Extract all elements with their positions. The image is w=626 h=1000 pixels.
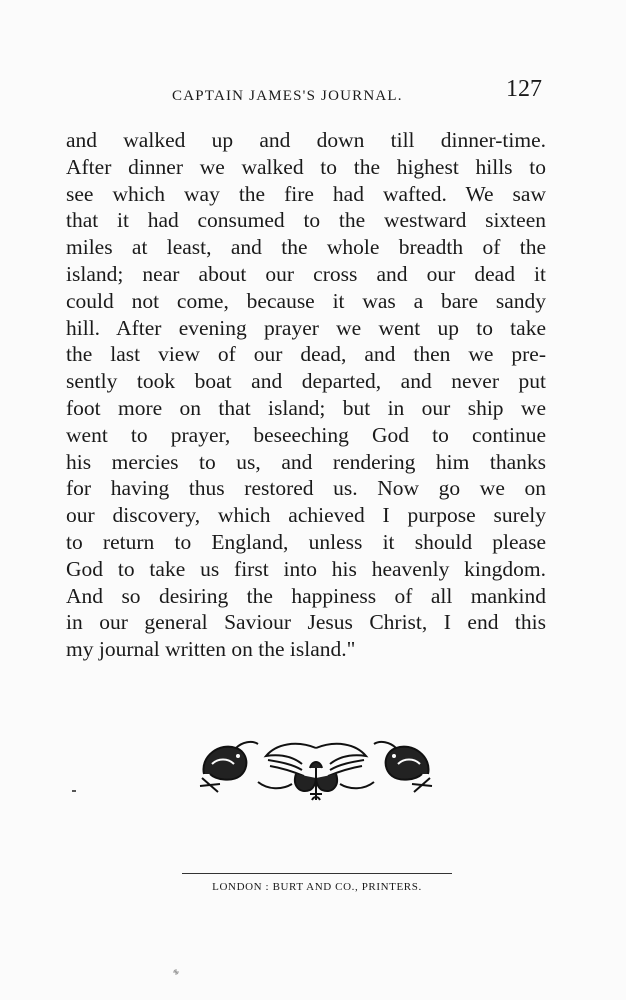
- text-line: island; near about our cross and our dead it: [66, 261, 546, 286]
- text-line-last: my journal written on the island.": [66, 637, 356, 662]
- text-line: the last view of our dead, and then we pre-: [66, 342, 546, 367]
- running-head: [66, 76, 546, 108]
- text-line: hill. After evening prayer we went up to take: [66, 315, 546, 340]
- fleuron-icon: [266, 744, 366, 800]
- text-line: and walked up and down till dinner-time.: [66, 128, 546, 152]
- text-line: sently took boat and departed, and never put: [66, 369, 546, 394]
- running-title: CAPTAIN JAMES'S JOURNAL.: [172, 88, 403, 104]
- text-line: After dinner we walked to the highest hills to: [66, 154, 546, 179]
- printer-imprint: LONDON : BURT AND CO., PRINTERS.: [212, 881, 422, 893]
- text-line: see which way the fire had wafted. We saw: [66, 181, 546, 206]
- body-text: [66, 127, 546, 663]
- text-line: to return to England, unless it should please: [66, 529, 546, 554]
- ink-speck-icon: [172, 968, 180, 976]
- text-line: miles at least, and the whole breadth of the: [66, 235, 546, 260]
- text-line: in our general Saviour Jesus Christ, I end this: [66, 610, 546, 635]
- text-line: could not come, because it was a bare sandy: [66, 288, 546, 313]
- text-line: foot more on that island; but in our ship we: [66, 395, 546, 420]
- footer-rule: [182, 873, 452, 874]
- page-number: 127: [506, 76, 542, 102]
- text-line: for having thus restored us. Now go we on: [66, 476, 546, 501]
- text-line: his mercies to us, and rendering him thanks: [66, 449, 546, 474]
- text-line: our discovery, which achieved I purpose surely: [66, 503, 546, 528]
- text-line: that it had consumed to the westward sixteen: [66, 208, 546, 233]
- right-bird-icon: [374, 742, 432, 792]
- text-line: went to prayer, beseeching God to continue: [66, 422, 546, 447]
- printers-ornament-icon: [196, 734, 436, 804]
- left-bird-icon: [200, 742, 258, 792]
- text-line: God to take us first into his heavenly kingdom.: [66, 556, 546, 581]
- text-line: And so desiring the happiness of all mankind: [66, 583, 546, 608]
- ink-speck: [72, 790, 76, 792]
